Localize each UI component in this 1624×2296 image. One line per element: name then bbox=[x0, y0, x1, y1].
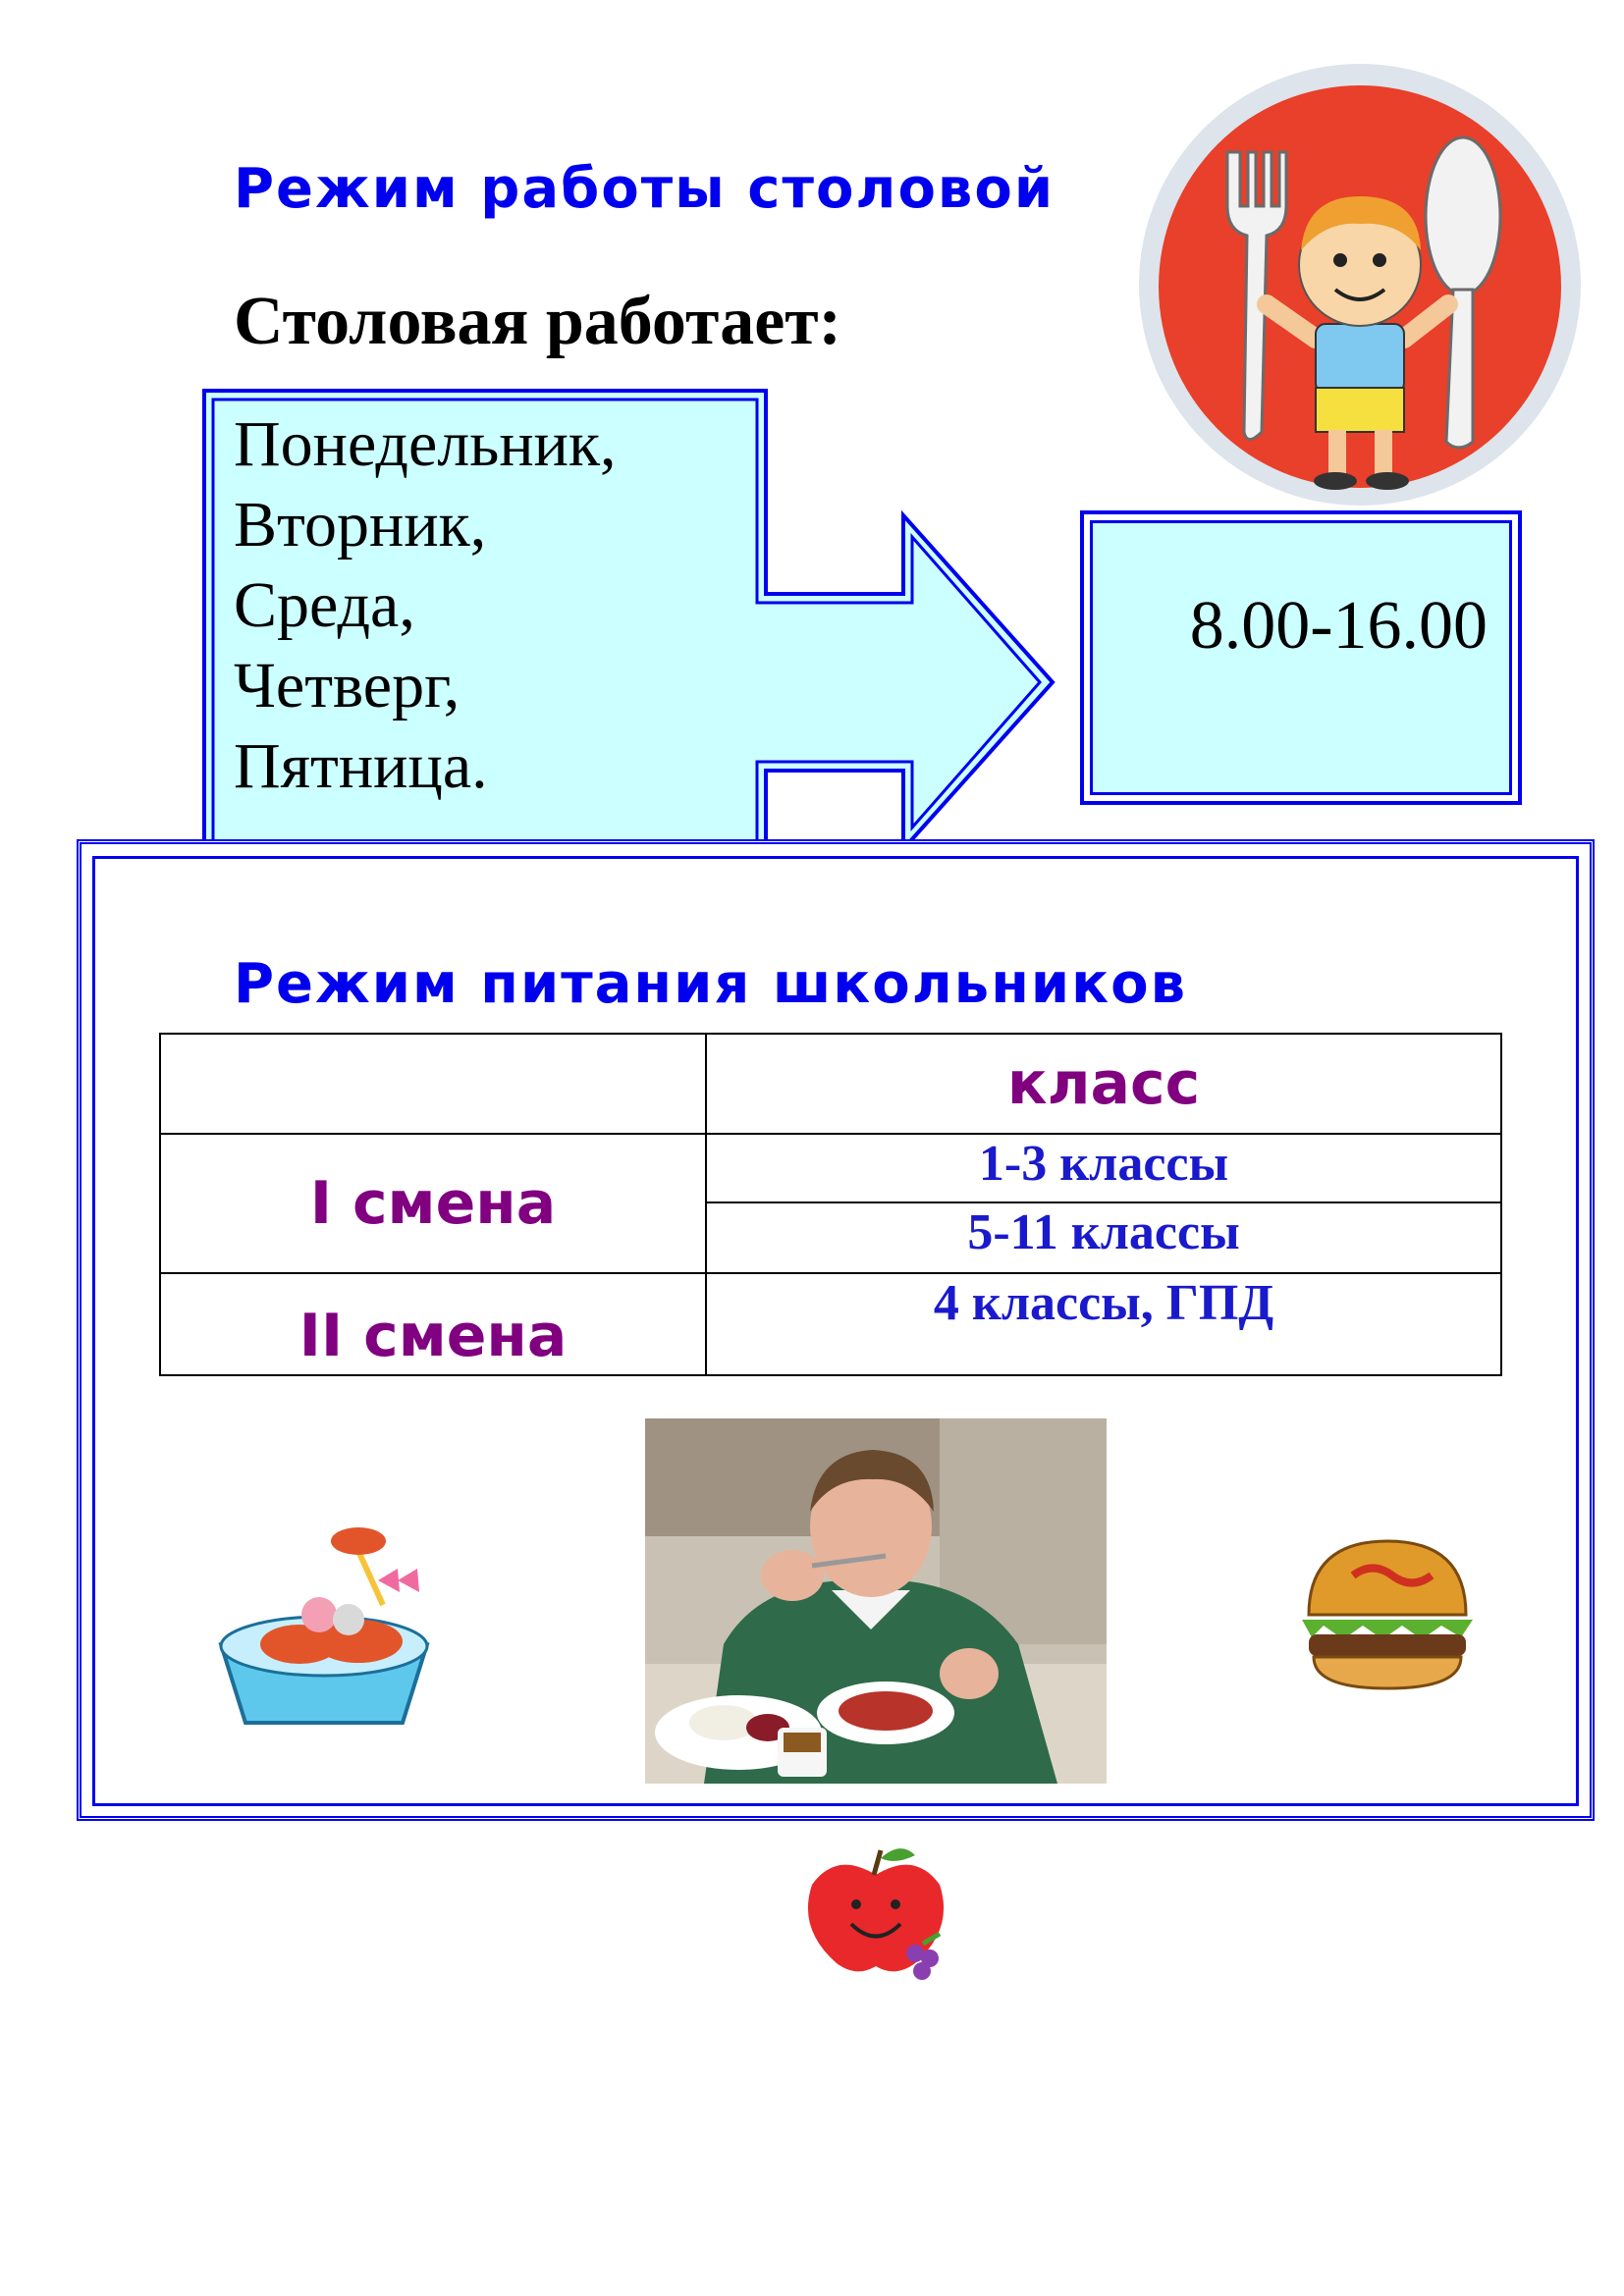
day-item: Вторник, bbox=[234, 489, 487, 561]
table-row bbox=[160, 1134, 1501, 1202]
boy-with-cutlery-logo-icon bbox=[1134, 59, 1586, 510]
shift-1-label: I смена bbox=[160, 1134, 706, 1273]
working-hours-box bbox=[1090, 520, 1512, 795]
boy-eating-photo bbox=[645, 1418, 1107, 1784]
class-column-header: класс bbox=[706, 1034, 1501, 1134]
page-title: Режим работы столовой bbox=[234, 157, 1056, 221]
empty-header-cell bbox=[160, 1034, 706, 1134]
day-item: Среда, bbox=[234, 569, 415, 641]
day-item: Пятница. bbox=[234, 730, 488, 802]
shift-2-label: II смена bbox=[160, 1273, 706, 1375]
shift-1-classes-b: 5-11 классы bbox=[706, 1202, 1501, 1273]
shift-2-classes: 4 классы, ГПД bbox=[706, 1273, 1501, 1375]
working-hours: 8.00-16.00 bbox=[1189, 588, 1488, 664]
apple-icon bbox=[797, 1841, 954, 1988]
day-item: Понедельник, bbox=[234, 408, 617, 480]
meal-schedule-title: Режим питания школьников bbox=[234, 952, 1188, 1016]
burger-icon bbox=[1294, 1531, 1481, 1698]
working-days-list bbox=[234, 404, 617, 807]
food-bowl-icon bbox=[211, 1512, 437, 1733]
canteen-works-heading: Столовая работает: bbox=[234, 284, 841, 359]
shift-1-classes-a: 1-3 классы bbox=[706, 1134, 1501, 1202]
table-header-row bbox=[160, 1034, 1501, 1134]
day-item: Четверг, bbox=[234, 650, 460, 721]
meal-schedule-table bbox=[159, 1033, 1502, 1376]
table-row bbox=[160, 1273, 1501, 1375]
